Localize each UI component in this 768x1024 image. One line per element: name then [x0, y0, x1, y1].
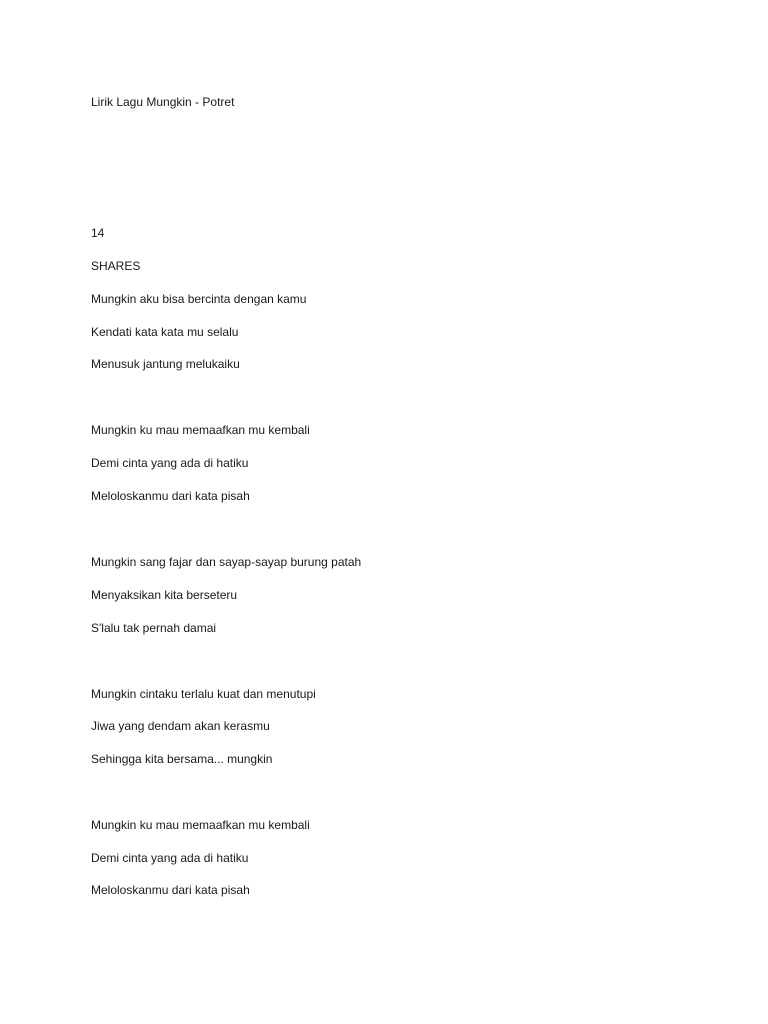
share-count: 14: [91, 226, 105, 240]
lyric-line: Demi cinta yang ada di hatiku: [91, 456, 249, 470]
lyric-line: Sehingga kita bersama... mungkin: [91, 752, 273, 766]
lyric-line: Meloloskanmu dari kata pisah: [91, 883, 250, 897]
lyric-line: Mungkin ku mau memaafkan mu kembali: [91, 423, 310, 437]
lyric-line: Kendati kata kata mu selalu: [91, 325, 239, 339]
lyric-line: Jiwa yang dendam akan kerasmu: [91, 719, 270, 733]
lyric-line: Mungkin ku mau memaafkan mu kembali: [91, 818, 310, 832]
lyric-line: Mungkin sang fajar dan sayap-sayap burung patah: [91, 555, 362, 569]
lyric-line: Meloloskanmu dari kata pisah: [91, 489, 250, 503]
lyric-line: Menyaksikan kita berseteru: [91, 588, 238, 602]
lyric-line: Mungkin cintaku terlalu kuat dan menutupi: [91, 687, 316, 701]
lyric-line: S'lalu tak pernah damai: [91, 621, 217, 635]
lyric-line: Menusuk jantung melukaiku: [91, 357, 240, 371]
document-title: Lirik Lagu Mungkin - Potret: [91, 95, 235, 109]
lyric-line: Demi cinta yang ada di hatiku: [91, 851, 249, 865]
lyric-line: Mungkin aku bisa bercinta dengan kamu: [91, 292, 307, 306]
share-label: SHARES: [91, 259, 141, 273]
